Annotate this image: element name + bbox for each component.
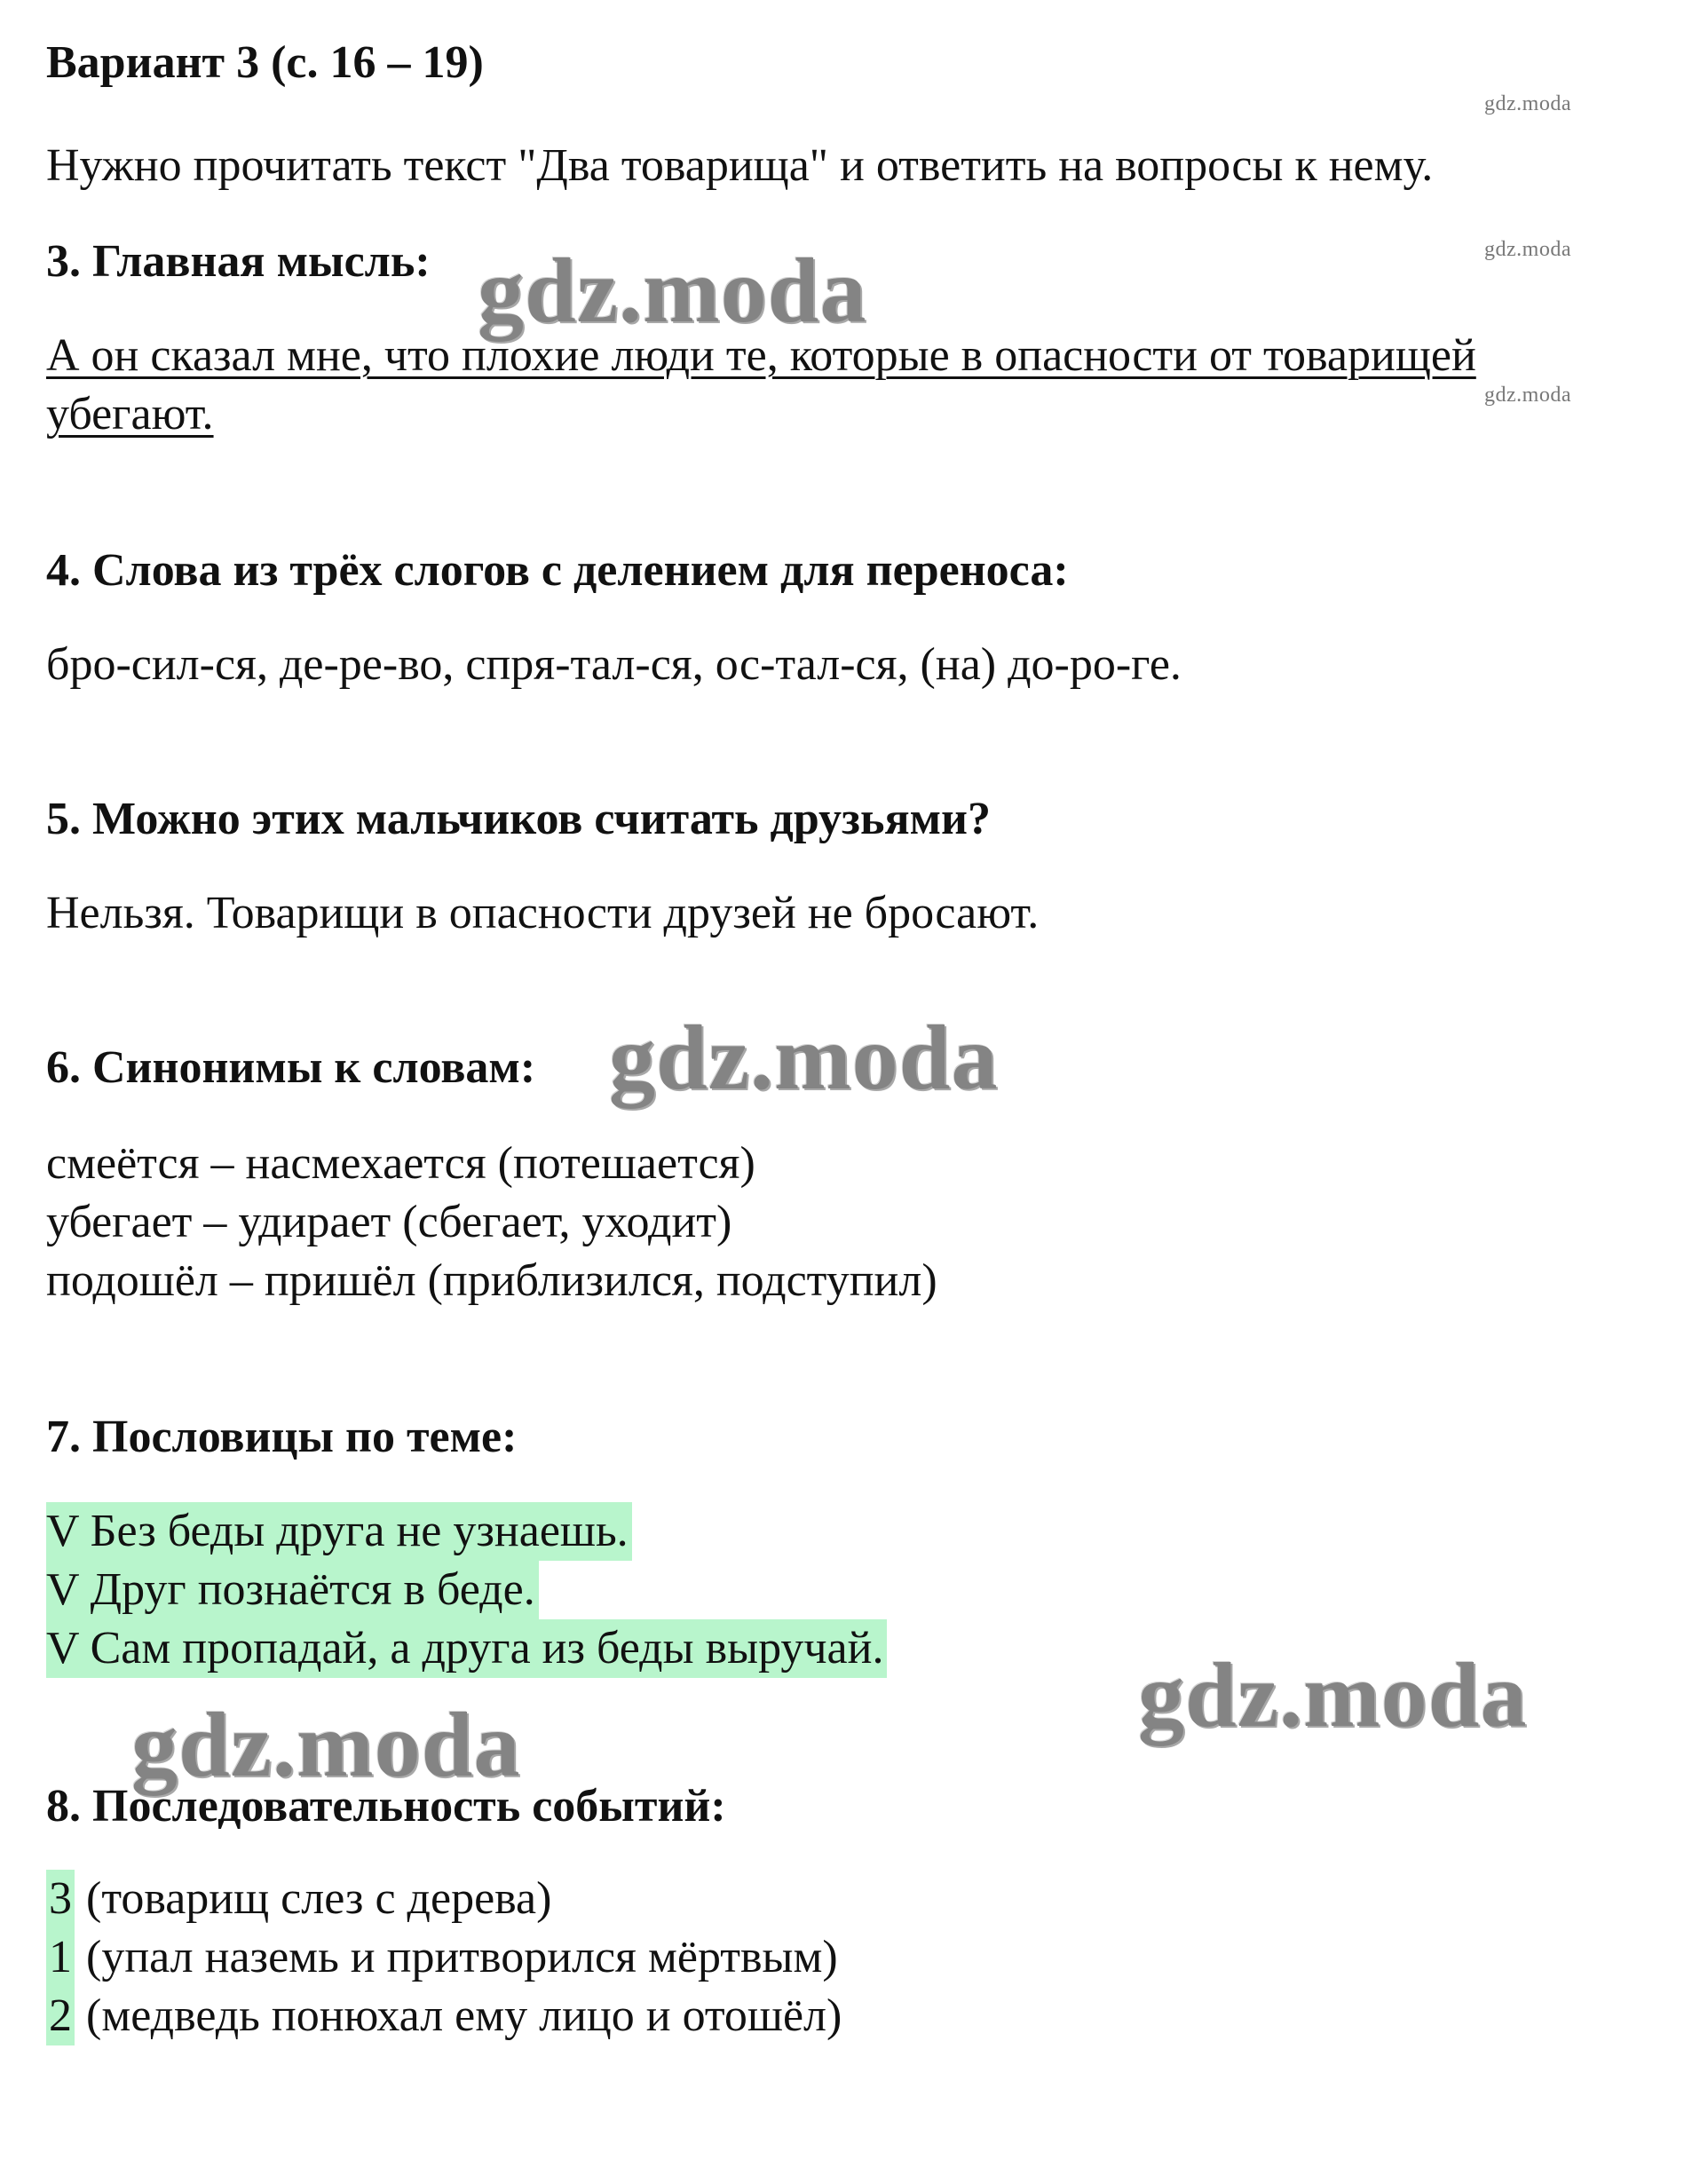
watermark-small-3: gdz.moda — [1484, 384, 1571, 407]
q4-answer-text: бро-сил-ся, де-ре-во, спря-тал-ся, ос-тал-ся, (на) до-ро-ге. — [46, 639, 1182, 690]
q6-synonym-2: убегает – удирает (сбегает, уходит) — [46, 1197, 732, 1247]
q7-proverb-row-1 — [46, 1502, 1672, 1561]
title-text: Вариант 3 (с. 16 – 19) — [46, 37, 484, 88]
q5-answer — [46, 884, 1672, 943]
q5-heading-text: 5. Можно этих мальчиков считать друзьями? — [46, 794, 991, 844]
q6-synonym-1: смеётся – насмехается (потешается) — [46, 1138, 755, 1189]
q5-answer-text: Нельзя. Товарищи в опасности друзей не бросают. — [46, 888, 1040, 938]
page-title — [46, 34, 1672, 92]
q8-event-3-number: 2 — [46, 1987, 75, 2045]
q4-heading-text: 4. Слова из трёх слогов с делением для переноса: — [46, 545, 1069, 596]
intro-line: Нужно прочитать текст "Два товарища" и ответить на вопросы к нему. — [46, 140, 1434, 191]
watermark-small-1: gdz.moda — [1484, 92, 1571, 115]
q4-heading — [46, 542, 1672, 600]
q8-event-3-text: (медведь понюхал ему лицо и отошёл) — [75, 1990, 842, 2041]
q8-event-2-number: 1 — [46, 1928, 75, 1987]
q3-answer — [46, 327, 1672, 444]
watermark-large-2: gdz.moda — [609, 1007, 999, 1109]
q8-event-2-text: (упал наземь и притворился мёртвым) — [75, 1932, 838, 1982]
q8-heading — [46, 1777, 1672, 1836]
intro-text — [46, 137, 1672, 195]
q4-answer — [46, 636, 1672, 694]
watermark-large-1: gdz.moda — [478, 240, 867, 342]
q8-heading-text: 8. Последовательность событий: — [46, 1781, 726, 1832]
q6-synonym-list — [46, 1135, 1672, 1310]
q7-heading-text: 7. Пословицы по теме: — [46, 1412, 518, 1462]
q7-proverb-3: V Сам пропадай, а друга из беды выручай. — [46, 1619, 887, 1678]
watermark-large-3: gdz.moda — [1138, 1644, 1528, 1746]
q3-heading-text: 3. Главная мысль: — [46, 236, 431, 287]
q5-heading — [46, 790, 1672, 849]
watermark-small-2: gdz.moda — [1484, 238, 1571, 261]
q8-event-1-number: 3 — [46, 1870, 75, 1928]
q7-proverb-2: V Друг познаётся в беде. — [46, 1561, 539, 1619]
q3-answer-line-1: А он сказал мне, что плохие люди те, которые в опасности от товарищей — [46, 330, 1476, 381]
q7-proverb-row-2 — [46, 1561, 1672, 1619]
watermark-large-4: gdz.moda — [131, 1694, 521, 1796]
q7-proverb-1: V Без беды друга не узнаешь. — [46, 1502, 632, 1561]
q3-answer-line-2: убегают. — [46, 389, 214, 439]
q8-event-1-text: (товарищ слез с дерева) — [75, 1873, 552, 1924]
q8-event-list — [46, 1870, 1672, 2045]
q6-heading-text: 6. Синонимы к словам: — [46, 1042, 536, 1093]
q8-event-row-3 — [46, 1987, 1672, 2045]
q8-event-row-2 — [46, 1928, 1672, 1987]
q8-event-row-1 — [46, 1870, 1672, 1928]
q7-heading — [46, 1408, 1672, 1467]
q6-synonym-3: подошёл – пришёл (приблизился, подступил) — [46, 1255, 937, 1306]
